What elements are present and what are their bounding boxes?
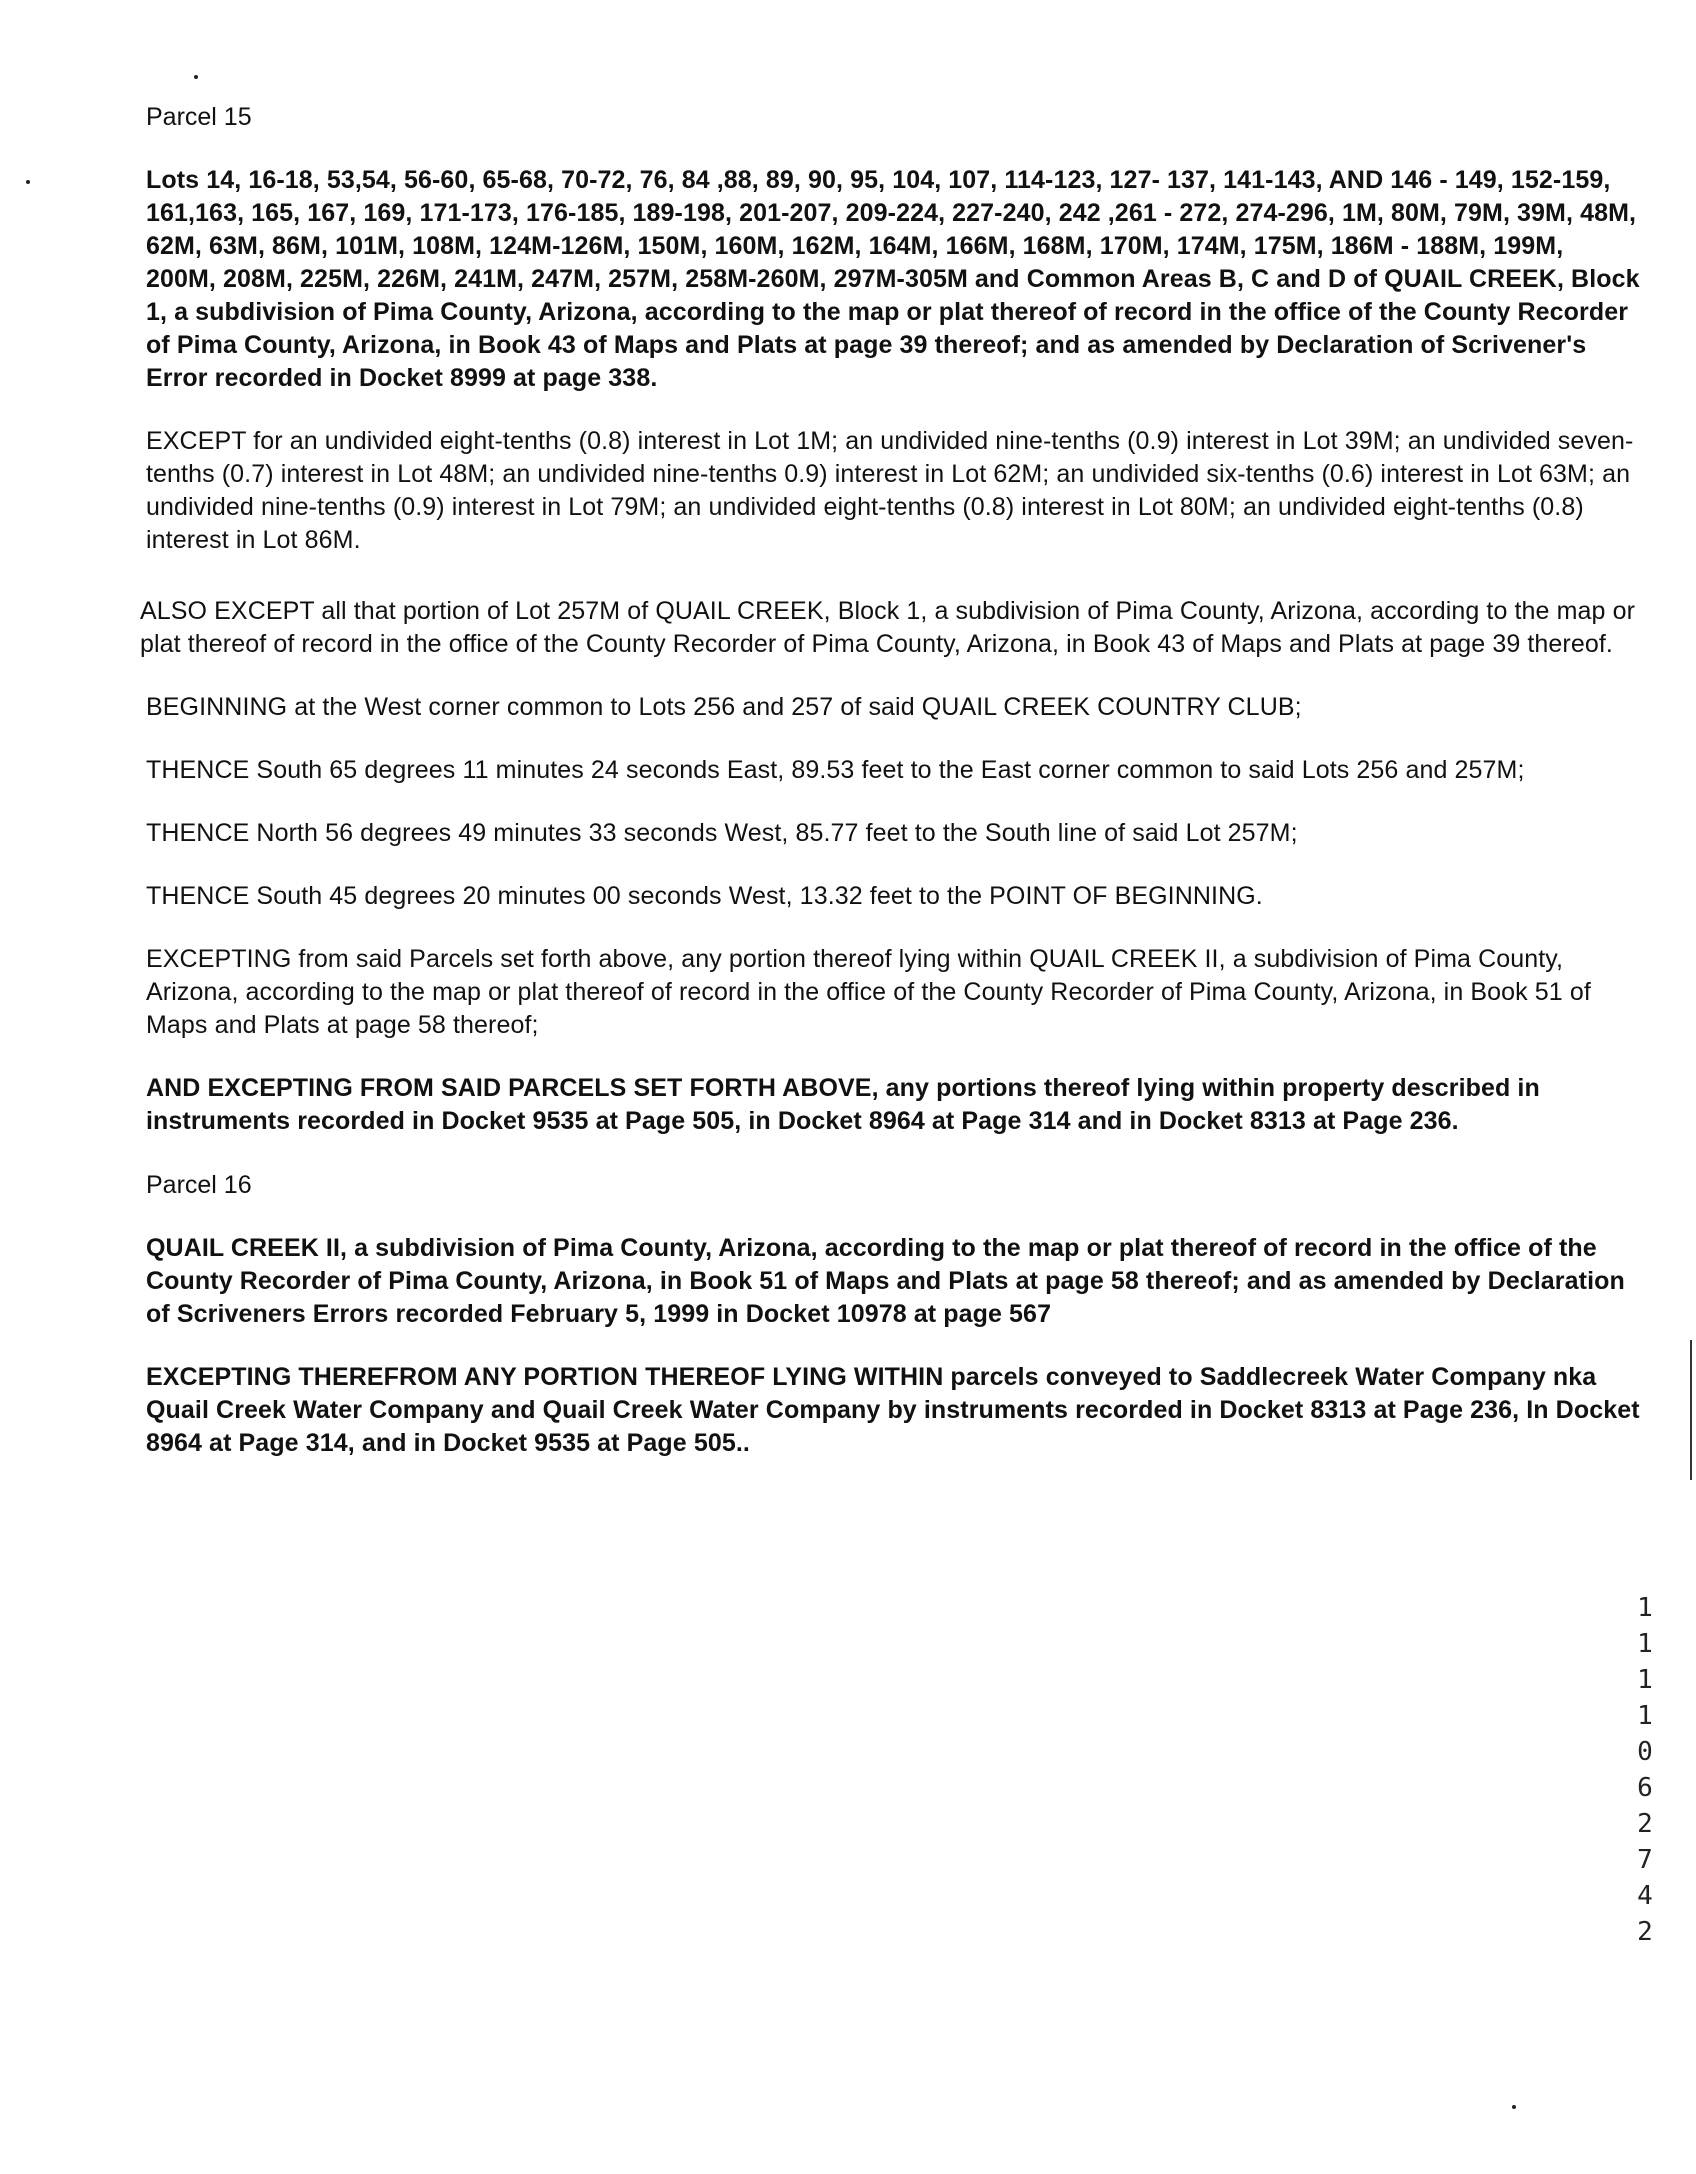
excepting-therefrom-water-company-paragraph: EXCEPTING THEREFROM ANY PORTION THEREOF LYING WITHIN parcels conveyed to Saddlecreek Water Company nka Quail Creek Water Company and Quail Creek Water Company by instruments recorded in Docket 8313 at Page 236, In Docket 8964 at Page 314, and in Docket 9535 at Page 505.. (146, 1363, 1640, 1457)
also-except-lot-257m-paragraph: ALSO EXCEPT all that portion of Lot 257M of QUAIL CREEK, Block 1, a subdivision of Pima County, Arizona, according to the map or plat thereof of record in the office of the County Recorder of Pima County, Arizona, in Book 43 of Maps and Plats at page 39 thereof. (140, 597, 1636, 658)
thence-north-56-paragraph: THENCE North 56 degrees 49 minutes 33 seconds West, 85.77 feet to the South line of said Lot 257M; (146, 819, 1298, 847)
margin-recording-stamp: 111106 2742 (1637, 1593, 1653, 1947)
scan-speck (26, 180, 30, 184)
parcel-16-heading: Parcel 16 (146, 1171, 252, 1199)
beginning-paragraph: BEGINNING at the West corner common to Lots 256 and 257 of said QUAIL CREEK COUNTRY CLUB; (146, 693, 1302, 721)
excepting-quail-creek-ii-paragraph: EXCEPTING from said Parcels set forth above, any portion thereof lying within QUAIL CREEK II, a subdivision of Pima County, Arizona, according to the map or plat thereof of record in the office of the County Recorder of Pima County, Arizona, in Book 51 of Maps and Plats at page 58 thereof; (146, 945, 1591, 1039)
thence-south-45-paragraph: THENCE South 45 degrees 20 minutes 00 seconds West, 13.32 feet to the POINT OF BEGINNING. (146, 882, 1263, 910)
and-excepting-dockets-paragraph: AND EXCEPTING FROM SAID PARCELS SET FORTH ABOVE, any portions thereof lying within property described in instruments recorded in Docket 9535 at Page 505, in Docket 8964 at Page 314 and in Docket 8313 at Page 236. (146, 1074, 1540, 1135)
parcel-15-heading: Parcel 15 (146, 103, 252, 131)
document-body (140, 100, 1640, 1490)
thence-south-65-paragraph: THENCE South 65 degrees 11 minutes 24 seconds East, 89.53 feet to the East corner common to said Lots 256 and 257M; (146, 756, 1525, 784)
scan-speck (1512, 2105, 1516, 2109)
scan-speck (194, 75, 198, 79)
scan-edge-line (1690, 1340, 1692, 1480)
quail-creek-ii-paragraph: QUAIL CREEK II, a subdivision of Pima County, Arizona, according to the map or plat thereof of record in the office of the County Recorder of Pima County, Arizona, in Book 51 of Maps and Plats at page 58 thereof; and as amended by Declaration of Scriveners Errors recorded February 5, 1999 in Docket 10978 at page 567 (146, 1234, 1625, 1328)
except-undivided-interest-paragraph: EXCEPT for an undivided eight-tenths (0.8) interest in Lot 1M; an undivided nine-tenths (0.9) interest in Lot 39M; an undivided seven-tenths (0.7) interest in Lot 48M; an undivided nine-tenths 0.9) interest in Lot 62M; an undivided six-tenths (0.6) interest in Lot 63M; an undivided nine-tenths (0.9) interest in Lot 79M; an undivided eight-tenths (0.8) interest in Lot 80M; an undivided eight-tenths (0.8) interest in Lot 86M. (146, 427, 1634, 554)
parcel-15-lots-paragraph: Lots 14, 16-18, 53,54, 56-60, 65-68, 70-72, 76, 84 ,88, 89, 90, 95, 104, 107, 114-123, 127- 137, 141-143, AND 146 - 149, 152-159, 161,163, 165, 167, 169, 171-173, 176-185, 189-198, 201-207, 209-224, 227-240, 242 ,261 - 272, 274-296, 1M, 80M, 79M, 39M, 48M, 62M, 63M, 86M, 101M, 108M, 124M-126M, 150M, 160M, 162M, 164M, 166M, 168M, 170M, 174M, 175M, 186M - 188M, 199M, 200M, 208M, 225M, 226M, 241M, 247M, 257M, 258M-260M, 297M-305M and Common Areas B, C and D of QUAIL CREEK, Block 1, a subdivision of Pima County, Arizona, according to the map or plat thereof of record in the office of the County Recorder of Pima County, Arizona, in Book 43 of Maps and Plats at page 39 thereof; and as amended by Declaration of Scrivener's Error recorded in Docket 8999 at page 338. (146, 166, 1640, 392)
